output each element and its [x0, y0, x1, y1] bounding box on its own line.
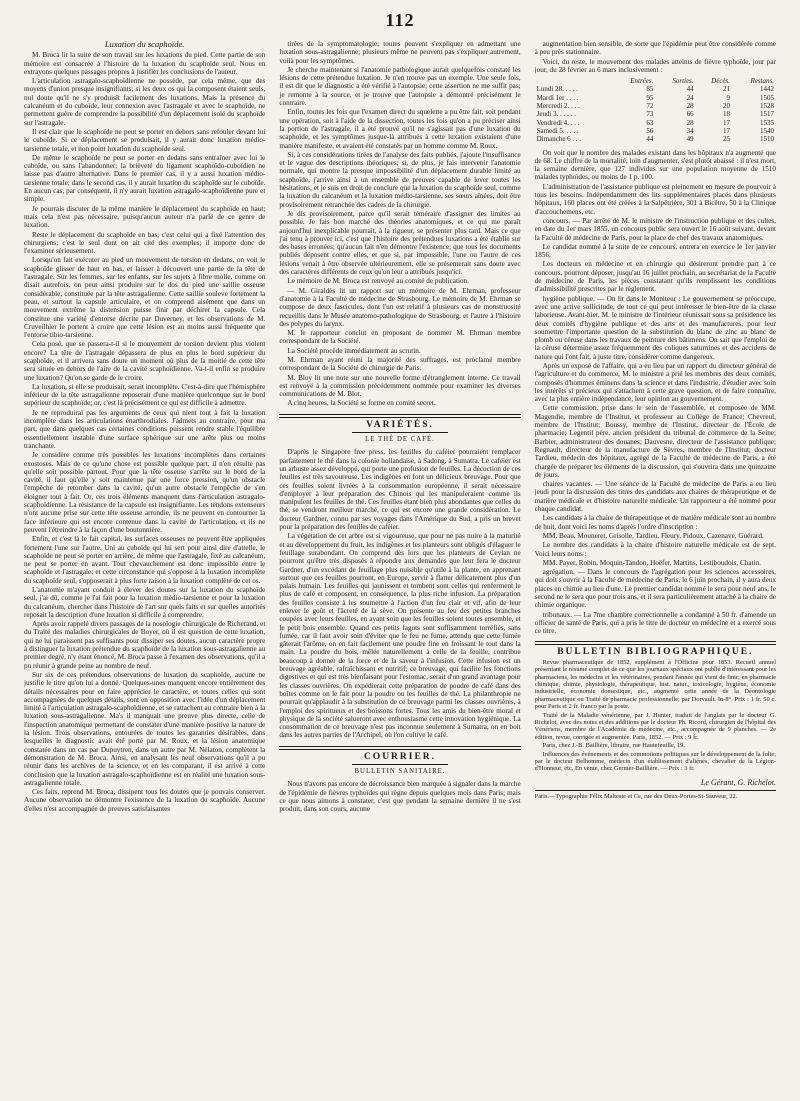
table-header-row	[535, 77, 776, 85]
table-header-cell: Entrées.	[630, 77, 654, 86]
column-1	[24, 40, 265, 1090]
table-cell: Mardi 1er . . . .	[536, 93, 579, 102]
varietes-subtitle: LE THÉ DE CAFÉ.	[365, 436, 435, 444]
table-cell: 1540	[759, 126, 774, 135]
page-number: 112	[385, 10, 415, 30]
paragraph: Sur six de ces prétendues observations de luxation du scaphoïde, aucune ne justifie le titre qu'on lui a donné. Quelques-unes manquent encore entièrement des détails nécessaires pour en faire apprécier le caractère, et toutes celles qui sont accompagnées de quelques détails, sont en opposition avec l'idée d'un déplacement limité à l'articulation astragalo-scaphoïdienne, et se rattachent au contraire bien à la luxation sous-astragalienne. Ma's il manquait une preuve plus directe, celle de l'inspection anatomique permettant de constater d'une manière positive la nature de la lésion. Trois observations, entourées de toutes les garanties désirables, dans lesquelles le diagnostic avait été porté par M. Roux, et la lésion anatomique constatée dans un cas par Dupuytren, dans un autre par M. Nélaton, complètent la démonstration de M. Broca. Ainsi, en analysant les neuf observations qu'il a pu réunir dans les archives de la science, et en les comparant, il est arrivé à cette conclusion que la luxation astragalo-scaphoïdienne est en réalité une luxation sous-astragalienne totale.	[24, 670, 266, 787]
table-cell: Samedi 5. . . . .	[536, 126, 579, 135]
table-cell: 63	[646, 118, 654, 127]
paragraph: augmentation bien sensible, de sorte que l'épidémie peut être considérée comme à peu près stationnaire.	[534, 40, 776, 57]
paragraph: concours. — Par arrêté de M. le ministre de l'instruction publique et des cultes, en date du 1er mars 1855, un concours public sera ouvert le 16 août suivant, devant la Faculté de médecine de Paris, pour la place de chef des travaux anatomiques.	[534, 216, 776, 242]
paragraph: MM. Beau, Mouneret, Grisolle, Tardieu, Fleury, Pidoux, Cazenave, Guérard.	[542, 531, 764, 540]
table-cell: 1510	[759, 135, 774, 144]
divider	[352, 764, 449, 765]
section-rule	[279, 414, 520, 418]
table-cell: Vendredi 4. . . .	[536, 118, 580, 127]
column-2	[279, 40, 520, 1090]
biblio-title: BULLETIN BIBLIOGRAPHIQUE.	[557, 647, 754, 658]
paragraph: A cinq heures, la Société se forme en comité secret.	[287, 399, 436, 408]
paragraph: Revue pharmaceutique de 1852, supplément à l'Officine pour 1853. Recueil annuel présentant le résumé complet de ce que les journaux spéciaux ont publié d'intéressant pour les pharmaciens, les médecins et les vétérinaires, pendant l'année qui vient de finir; en pharmacie chimique, chimie, physiologie, thérapeutique, hist. natur., toxicologie, hygiène, économie industrielle, économie domestique, etc., augmenté cette année de la Déontologie pharmaceutique ou Traité de pharmacie professionnelle; par Dorvault. In-8°. Prix : 1 fr. 50 c. pour Paris et 2 fr. franco par la poste.	[534, 658, 776, 711]
paragraph: M. le rapporteur conclut en proposant de nommer M. Ehrman membre correspondant de la Société.	[279, 329, 521, 346]
table-cell: 28	[686, 102, 694, 111]
paragraph: Traité de la Maladie vénérienne, par J. Hunter, traduit de l'anglais par le docteur G. Richelot, avec des notes et des additions par le docteur Ph. Ricord, chirurgien de l'hôpital des Vénériens, membre de l'Académie de médecine, etc., accompagnée de 9 planches. — 2e édition, revue, corrigée et augmentée. Paris, 1852. — Prix : 9 fr.	[534, 711, 776, 741]
courrier-title: COURRIER.	[363, 751, 437, 762]
paragraph: tirées de la symptomatologie; toutes peuvent s'expliquer en admettant une luxation sous-astragalienne; plusieurs même ne peuvent pas s'expliquer autrement, voilà pour les symptômes.	[279, 40, 521, 65]
paragraph: Je considère comme très possibles les luxations incomplètes dans certaines exostoses. Mais de ce qu'une chose est possible quelque part, il n'en résulte pas qu'elle soit possible partout. Pour que la tête osseuse s'arrête sur le bord de la cavité, il faut qu'elle y soit maintenue par une force pression, qu'un obstacle l'empêche de retomber dans la cavité, qu'un autre obstacle l'empêche de s'en éloigner tout à fait. Or, ces trois éléments manquent dans l'articulation astragalo-scaphoïdienne. La résistance de la capsule est insignifiante. Les tendons extenseurs n'ont aucune prise sur cette tête osseuse arrondie, ils ne peuvent en contourner la face inférieure qui est encore contenue dans la cavité de l'articulation, et ils ne peuvent l'étreindre à la façon d'une boutonnière.	[24, 451, 266, 534]
paragraph: agrégation. — Dans le concours de l'agrégation pour les sciences accessoires, qui doit s'ouvrir à la Faculté de médecine de Paris, le 6 juin prochain, il y aura deux places en chimie au lieu d'une. Le premier candidat nommé le sera pour neuf ans, le second ne le sera que pour trois ans, et il sera particulièrement attaché à la chaire de chimie organique.	[534, 568, 776, 610]
table-cell: 28	[686, 118, 694, 127]
courrier-body	[279, 780, 520, 813]
typhoid-stats-table	[535, 77, 776, 143]
divider	[352, 432, 449, 433]
table-cell: Dimanche 6 . . .	[536, 135, 582, 144]
paragraph: Si, à ces considérations tirées de l'analyse des faits publiés, j'ajoute l'insuffisance et le vague des descriptions théoriques; si, de plus, je fais intervenir l'anatomie normale, qui montre la presque impossibilité d'un déplacement durable limité au scaphoïde, j'arrive ainsi à un ensemble de preuves capable de lever toutes les hésitations, et je suis en droit de conclure que la luxation du scaphoïde seul, comme la luxation du calcanéum et la luxation médio-tarsienne, ses sœurs aînées, doit être provisoirement retranchée des cadres de la chirurgie.	[279, 150, 521, 209]
table-row	[535, 127, 776, 135]
section-rule	[535, 641, 776, 645]
biblio-body	[535, 659, 776, 773]
table-cell: 66	[686, 110, 694, 119]
table-cell: 44	[646, 135, 654, 144]
columns	[24, 40, 776, 1090]
table-cell: 1505	[759, 93, 774, 102]
paragraph: Il est clair que le scaphoïde ne peut se porter en dehors sans refouler devant lui le cuboïde. Si ce déplacement se produisait, il y aurait donc luxation médio-tarsienne totale, et non point luxation du scaphoïde seul.	[24, 127, 266, 153]
table-row	[535, 135, 776, 143]
paragraph: L'anatomie m'ayant conduit à élever des doutes sur la luxation du scaphoïde seul, j'ai dû, comme je l'ai fait pour la luxation médio-tarsienne et pour la luxation du calcanéum, chercher dans l'histoire de l'art sur quels faits et sur quelles autorités reposait la description d'une luxation si difficile à comprendre.	[24, 586, 266, 619]
paragraph: Nous n'avons pas encore de décroissance bien marquée à signaler dans la marche de l'épidémie de fièvres typhoïdes qui règne depuis quelques mois dans Paris; mais ce que nous aimons à constater, c'est que pendant la semaine dernière il ne s'est produit, dans son cours, aucune	[279, 780, 521, 814]
paragraph: Je pourrais discuter de la même manière le déplacement du scaphoïde en haut; mais cela n'est pas nécessaire, puisqu'aucun auteur n'a parlé de ce genre de luxation.	[24, 204, 266, 230]
table-header-cell	[535, 77, 612, 85]
paragraph: Cette commission, prise dans le sein de l'assemblée, et composée de MM. Magendie, membre de l'Institut, et professeur au Collège de France; Chevreul, membre de l'Institut; Boussy, membre de l'Institut, directeur de l'École de pharmacie; Legentil père, ancien président du tribunal de commerce de la Seine; Barbier, administrateur des douanes; Dauvesne, directeur de l'assistance publique; Regnault, directeur de la manufacture de Sèvres, membre de l'Institut; docteur Tardieu, médecin des hôpitaux, agrégé de la Faculté de médecine de Paris, a été chargée de préparer les éléments de la discussion, qui s'ouvrira dans une quinzaine de jours.	[534, 404, 776, 479]
paragraph: M. Bloy lit une note sur une nouvelle forme d'étranglement interne. Ce travail est renvoyé à la commission précédemment nommée pour examiner les diverses communications de M. Blot.	[279, 373, 521, 399]
paragraph: L'administration de l'assistance publique est pleinement en mesure de pourvoir à tous les besoins. Indépendamment des lits supplémentaires placés dans plusieurs hôpitaux, 160 places ont été créées à la Salpêtrière, 301 à Bicêtre, 50 à la Clinique d'accouchemens, etc.	[534, 182, 776, 216]
column-3-body	[535, 149, 776, 636]
paragraph: Cela posé, que se passera-t-il si le mouvement de torsion devient plus violent encore? La tête de l'astragale dépassera de plus en plus le bord supérieur du scaphoïde, et il arrivera sans doute un moment où plus de la moitié de cette tête sera située en dehors de l'aire de la cavité scaphoïdienne. Va-t-il enfin se produire une luxation? Qu'on se garde de le croire.	[24, 340, 266, 382]
paragraph: Le candidat nommé à la suite de ce concours, entrera en exercice le 1er janvier 1856.	[534, 242, 776, 260]
paragraph: Je ne reproduirai pas les arguments de ceux qui nient tout à fait la luxation incomplète dans les articulations énarthrodiales. J'admets au contraire, pour ma part, que dans quelques cas certaines conditions puissent rendre stable l'équilibre essentiellement instable d'une surface sphérique sur une arête plus ou moins tranchante.	[24, 408, 266, 450]
paragraph: Les candidats à la chaire de thérapeutique et de matière médicale sont au nombre de huit, dont voici les noms d'après l'ordre d'inscription :	[534, 514, 776, 531]
paragraph: Après avoir rappelé divers passages de la nosologie chirurgicale de Richerand, et du Traité des maladies chirurgicales de Boyer, où il est question de cette luxation, qui ne lui paraissent pas suffisants pour dissiper ses doutes, aucun caractère propre à distinguer la luxation prétendue du scaphoïde de la luxation sous-astragalienne au premier degré, n'y étant énoncé, M. Broca passe à l'examen des observations, qu'il a pu réunir à grande peine au nombre de neuf.	[24, 620, 266, 670]
table-cell: 25	[723, 135, 731, 144]
column-2-body	[279, 40, 520, 408]
paragraph: Voici, du reste, le mouvement des malades atteints de fièvre typhoïde, jour par jour, du 28 février au 6 mars inclusivement :	[534, 57, 776, 74]
varietes-title: VARIÉTÉS.	[366, 419, 434, 430]
paragraph: M. Ehrman ayant réuni la majorité des suffrages, est proclamé membre correspondant de la Société de chirurgie de Paris.	[279, 355, 521, 373]
table-header-cell: Sorties.	[672, 77, 694, 86]
column-1-body	[24, 51, 265, 813]
table-cell: 1517	[759, 110, 774, 119]
paragraph: Paris, chez J.-B. Baillière, libraire, rue Hautefeuille, 19.	[542, 742, 685, 750]
table-cell: 34	[686, 126, 694, 135]
paragraph: De même le scaphoïde ne peut se porter en dedans sans entraîner avec lui le cuboïde, ou sans l'abandonner; la brièveté du ligament scaphoïdo-cuboïdien ne laisse pas d'autre alternative. Dans le premier cas, il y a aussi luxation médio-tarsienne totale; dans le second cas, il y aurait luxation du scaphoïde sur le cuboïde. En aucun cas, par conséquent, il n'y aurait luxation astragalo-scaphoïdienne pure et simple.	[24, 153, 266, 204]
table-cell: 21	[723, 85, 731, 94]
paragraph: Influences des événements et des commotions politiques sur le développement de la folie; par le docteur Belhomme, médecin d'un établissement d'aliénés, chevalier de la Légion-d'Honneur, etc. En vente, chez Germer-Baillière. — Prix : 3 fr.	[534, 750, 776, 773]
table-header-cell: Restans.	[750, 77, 774, 86]
table-row	[535, 119, 776, 127]
table-row	[535, 85, 776, 93]
table-row	[535, 110, 776, 118]
table-cell: Jeudi 3. . . . . .	[536, 110, 576, 119]
table-cell: 17	[723, 118, 731, 127]
table-cell: 9	[726, 93, 731, 102]
paragraph: Enfin, et c'est là le fait capital, les surfaces osseuses ne peuvent être appliquées fortement l'une sur l'autre. Uni au cuboïde qui lui sert pour ainsi dire d'attelle, le scaphoïde ne peut se porter en arrière, de même que l'astragale, fixé au calcanéum, ne peut se porter en avant. Tout chevauchement est donc impossible entre le scaphoïde et l'astragale; et cette circonstance qui s'oppose à la luxation incomplète du scaphoïde seul, s'opposerait à plus forte raison à la luxation complète de cet os.	[24, 535, 266, 585]
paragraph: — M. Giraldès lit un rapport sur un mémoire de M. Ehrman, professeur d'anatomie à la Faculté de médecine de Strasbourg. Le mémoire de M. Ehrman se compose de deux fascicules, dont l'un est relatif à plusieurs cas de monstruosité recueillis dans le Musée anatomo-pathologique de Strasbourg, et l'autre à l'histoire des polypes du larynx.	[279, 286, 521, 328]
table-cell: 24	[686, 93, 694, 102]
table-cell: 72	[646, 102, 654, 111]
paragraph: tribunaux. — La 7me chambre correctionnelle a condamné à 50 fr. d'amende un officier de santé de Paris, qui a pris le titre de docteur en médecine et a exercé sous ce titre.	[534, 610, 776, 636]
paragraph: L'articulation astragalo-scaphoïdienne ne possède, par cela même, que des moyens d'union presque insignifiants; si les deux os qui la composent étaient seuls, nul doute qu'il ne s'y produisît facilement des luxations. Mais la présence du calcanéum et du cuboïde, leur connexion avec l'astragale et avec le scaphoïde, ne permettent guère de comprendre la possibilité d'un déplacement isolé du scaphoïde sur l'astragale.	[24, 77, 266, 127]
paragraph: hygiène publique. — On lit dans le Moniteur : Le gouvernement se préoccupe, avec une active sollicitude, de tout ce qui peut intéresser le bien-être de la classe laborieuse. Avant-hier, M. le ministre de l'intérieur réunissait sous sa présidence les deux comités d'hygiène publique et des arts et des manufactures, pour leur soumettre l'importante question de la substitution du blanc de zinc au blanc de plomb ou céruse dans les travaux de peinture des bâtimens. On sait que l'emploi de la céruse détermine assez fréquemment des coliques saturnines et des accidens de nature qui l'ont fait, à juste titre, considérer comme dangereux.	[534, 294, 776, 361]
paragraph: La Société procède immédiatement au scrutin.	[287, 346, 421, 355]
printer-line: Paris.—Typographie Félix Malteste et Ce, rue des Deux-Portes-St-Sauveur, 22.	[535, 790, 776, 801]
paragraph: chaires vacantes. — Une séance de la Faculté de médecine de Paris a eu lieu jeudi pour la discussion des titres des candidats aux chaires de thérapeutique et de matière médicale et d'histoire naturelle médicale. Un rapporteur a été nommé pour chaque candidat.	[534, 480, 776, 514]
varietes-body	[279, 448, 520, 739]
paragraph: M. Broca lit la suite de son travail sur les luxations du pied. Cette partie de son mémoire est consacrée à l'histoire de la luxation du scaphoïde seul. Nous en extrayons quelques passages propres à justifier les conclusions de l'auteur.	[24, 51, 266, 76]
table-cell: 49	[686, 135, 694, 144]
table-cell: 56	[646, 126, 654, 135]
paragraph: Enfin, toutes les fois que l'examen direct du squelette a pu être fait, soit pendant une opération, soit à l'aide de la dissection, toutes les fois qu'on a pu préciser ainsi la portion de l'astragale, il a été prouvé qu'il ne s'agissait pas d'une luxation du scaphoïde, et les symptômes jusque-là attribués à cette luxation existaient d'une manière manifeste, et avaient été constatés par un homme comme M. Roux.	[279, 108, 521, 150]
table-body	[535, 85, 776, 143]
table-cell: 17	[723, 126, 731, 135]
paragraph: Reste le déplacement du scaphoïde en bas; c'est celui qui a fixé l'attention des chirurgiens; c'est le seul dont on ait cité des exemples; il importe donc de l'examiner sérieusement.	[24, 230, 266, 256]
paragraph: La végétation de cet arbre est si vigoureuse, que pour ne pas nuire à la maturité et au développement du fruit, les indigènes et les planteurs sont obligés d'élaguer le feuillage surabondant. On comprend dès lors que les planteurs de Ceylan ne pourront qu'être très disposés à répondre aux demandes que leur fera le docteur Gardner, d'un excédant de feuillage plus nuisible qu'utile à la plante, en apprenant surtout que ces feuilles pourront, en Europe, servir à flatter délicatement plus d'un palais humain. Les feuilles qui jaunissent et tombent sont celles qui renferment le plus de café et composent, en conséquence, la plus riche infusion. La préparation des feuilles consiste à les soumettre à l'action d'un feu clair et vif, afin de leur enlever le goût et l'âcreté de la sève. On présente au feu des petites branches coupées avec leurs feuilles, en ayant soin que les feuilles soient toutes ensemble, et le petit bois ensemble. Quand ces petits fagots sont suffisamment torréfiés, sans fumée, car il faut avoir soin d'éviter que le feu ne fume, attendu que cette fumée gâterait l'arôme, on en fait facilement une poudre fine en froissant le tout dans la main. La poudre du bois, mêlée naturellement à celle de la feuille, contribue beaucoup à donner de la force et de la saveur à l'infusion. Cette infusion est un breuvage agréable, rafraîchissant et nutritif; ce breuvage, qui facilite les fonctions digestives et qui est très bienfaisant pour l'estomac, serait d'un grand avantage pour les classes ouvrières. On expédierait cette préparation de poudre de café dans des boîtes comme on le fait pour la poudre ou les feuilles de thé. La philanthropie ne pourrait qu'applaudir à la substitution de ce breuvage parmi les classes ouvrières, à l'emploi des spiritueux et des boissons fortes. Tous les amis du bien-être moral et physique de la société salueront avec enthousiasme cette innovation hygiénique. La consommation de ce breuvage n'est pas inconnue seulement à Sumatra, on en boit dans les autres parties de l'Archipel, où l'on cultive le café.	[279, 532, 521, 740]
paragraph: Ces faits, reprend M. Broca, dissipent tous les doutes que je pouvais conserver. Aucune observation ne démontre l'existence de la luxation du scaphoïde. Aucune d'elles n'est accompagnée de preuves satisfaisantes	[24, 788, 266, 813]
table-cell: 20	[723, 102, 731, 111]
table-cell: Mercredi 2. . . .	[536, 102, 580, 111]
paragraph: Lorsqu'on fait exécuter au pied un mouvement de torsion en dedans, on voit le scaphoïde glisser de haut en bas, et laisser à découvert une partie de la tête de l'astragale. Sur les femmes, sur les enfants, sur les sujets à fibre molle, comme on disait autrefois, on peut ainsi produire sur le dos du pied une saillie osseuse considérable, constituée par la tête astragalienne. Cette saillie souleve fortement la peau, et surtout la capsule articulaire, et on comprend aisément que dans un mouvement extrême la distension puisse finir par déchirer la capsule. Cela constitue une variété d'entorse décrite par Duverney, et les observations de M. Cruveilhier le portent à croire que cette lésion est au moins aussi fréquente que l'entorse tibio-tarsienne.	[24, 256, 266, 340]
paragraph: Le mémoire de M. Broca est renvoyé au comité de publication.	[287, 277, 469, 286]
courrier-subtitle: BULLETIN SANITAIRE.	[354, 768, 446, 776]
paragraph: Le nombre des candidats à la chaire d'histoire naturelle médicale est de sept. Voici leurs noms :	[534, 541, 776, 558]
table-row	[535, 94, 776, 102]
paragraph: Après un exposé de l'affaire, qui a eu lieu par un rapport du directeur général de l'agriculture et du commerce, M. le ministre a prié les membres des deux comités, composés d'hommes éminens dans la science et dans l'industrie, d'étudier avec soin les intérêts si précieux qui s'attachent à cette grave question, et de faire connaître, avec la plus entière indépendance, leur opinion au gouvernement.	[534, 361, 776, 404]
column-3	[535, 40, 776, 1090]
paragraph: La luxation, si elle se produisait, serait incomplète. C'est-à-dire que l'hémisphère inférieur de la tête astragalienne reposerait d'une manière quelconque sur le bord supérieur du scaphoïde; or, c'est là précisément ce qui est difficile à admettre.	[24, 382, 266, 408]
table-cell: 85	[646, 85, 654, 94]
table-cell: 95	[646, 93, 654, 102]
column-3-intro	[535, 40, 776, 74]
table-cell: Lundi 28. . . . .	[536, 85, 578, 94]
gerant-signature: Le Gérant, G. Richelot.	[700, 777, 776, 787]
table-cell: 1535	[759, 118, 774, 127]
table-cell: 73	[646, 110, 654, 119]
paragraph: Je cherche maintenant si l'anatomie pathologique aurait quelquefois constaté les lésions de cette prétendue luxation. Je n'en trouve pas un exemple. Une seule fois, il est dit que le diagnostic a été vérifié à l'autopsie; cette assertion ne me suffit pas; je remonte à la source, et je trouve que l'autopsie a démontré précisément le contraire.	[279, 65, 521, 108]
table-row	[535, 102, 776, 110]
table-cell: 18	[723, 110, 731, 119]
table-cell: 1442	[759, 85, 774, 94]
paragraph: MM. Payer, Robin, Moquin-Tandon, Hoëfer, Martins, Lestiboudois, Chatin.	[542, 558, 761, 567]
table-cell: 44	[686, 85, 694, 94]
table-header-cell: Décès.	[711, 77, 731, 86]
article-title-luxation: Luxation du scaphoïde.	[104, 40, 185, 49]
paragraph: D'après le Singapore free press, les feuilles du caféier pourraient remplacer parfaitement le thé dans la colonie hollandaise, à Sadong, à Sumatra. Le caféier est un arbuste assez développé, qui porte une profusion de feuilles. La décoction de ces feuilles est très savoureuse. Les indigènes en font un délicieux breuvage. Pour que ces feuilles soient livrées à la consommation européenne, il serait nécessaire d'employer à leur préparation des Chinois qui les manipuleraient comme ils manipulent les feuilles de thé. Ces feuilles étant bien plus abondantes que celles du thé, se vendront meilleur marché, ce qui est encore une grande considération. Le docteur Gardner, connu par ses voyages dans l'Amérique du Sud, a pris un brevet pour la préparation des feuilles de caféier.	[279, 448, 521, 532]
section-rule	[279, 746, 520, 750]
table-cell: 1528	[759, 102, 774, 111]
paragraph: Les docteurs en médecine et en chirurgie qui désireront prendre part à ce concours, pourront déposer, jusqu'au 16 juillet prochain, au secrétariat de la Faculté de médecine de Paris, les pièces constatant qu'ils remplissent les conditions d'admissibilité prescrites par le règlement.	[534, 260, 776, 294]
paragraph: On voit que le nombre des malades existant dans les hôpitaux n'a augmenté que de 68. Le chiffre de la mortalité, loin d'augmenter, s'est plutôt abaissé : il n'est mort, la semaine dernière, que 127 individus sur une population moyenne de 1510 malades typhoïdes, ou moins de 1 p. 100.	[534, 148, 776, 182]
paragraph: Je dis provisoirement, parce qu'il serait téméraire d'assigner des limites au possible. Je fais bon marché des théories anatomiques, et ce qui me paraît aujourd'hui inexplicable pourrait, à la rigueur, se présenter plus tard. Mais ce que j'ai tenu à prouver ici, c'est que l'histoire des prétendues luxations a été établie sur des bases erronées; qu'aucun fait n'en démontre l'existence; que tous les documents publiés déposent contre elles, et que si, par impossible, l'une ou l'autre de ces lésions venait à être observée ultérieurement, elle se présenterait sans doute avec des caractères différents de ceux qu'on leur a attribués jusqu'ici.	[279, 209, 521, 277]
